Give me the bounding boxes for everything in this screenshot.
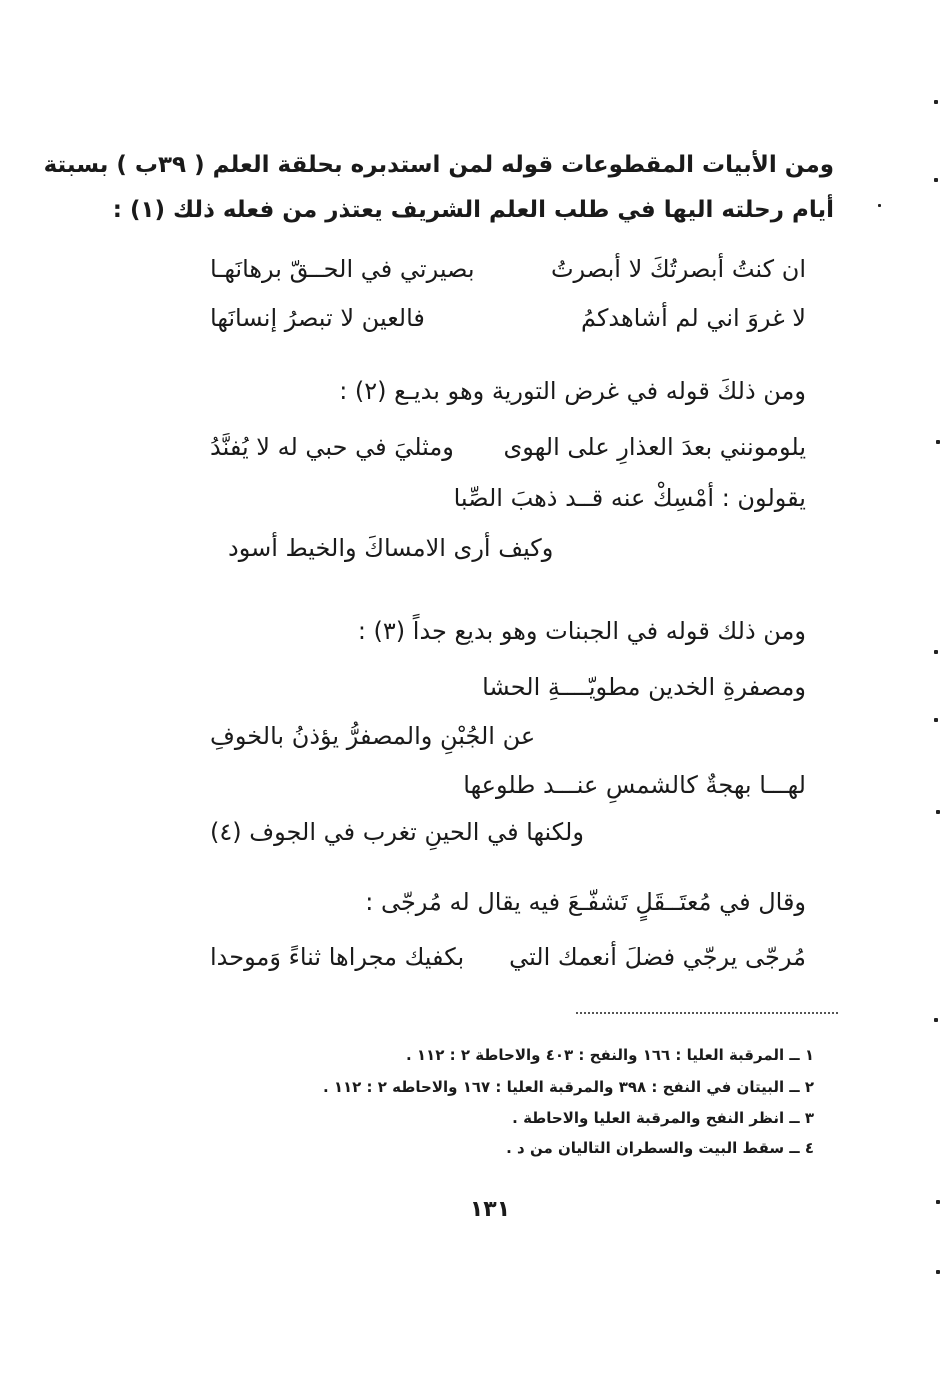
scan-mark: [936, 1200, 940, 1204]
section1-intro-line2: أيام رحلته اليها في طلب العلم الشريف يعتذر من فعله ذلك (١) :: [112, 197, 834, 223]
section4-intro: وقال في مُعتَــقَلٍ تَشفّـعَ فيه يقال له مُرجّى :: [365, 888, 806, 916]
scan-mark: [934, 100, 938, 104]
section2-verse2-second-hemistich: وكيف أرى الامساكَ والخيط أسود: [228, 534, 554, 562]
scan-mark: [934, 718, 938, 722]
section1-verse2-first-hemistich: لا غروَ اني لم أشاهدكمُ: [581, 304, 806, 332]
section2-verse1-second-hemistich: ومثليَ في حبي له لا يُفنَّدُ: [210, 433, 454, 461]
footnote-1: ١ ــ المرقبة العليا : ١٦٦ والنفح : ٤٠٣ والاحاطة ٢ : ١١٢ .: [405, 1046, 814, 1064]
page-number: ١٣١: [469, 1197, 511, 1222]
scan-mark: [934, 178, 938, 182]
scan-mark: [878, 204, 881, 207]
scan-mark: [934, 650, 938, 654]
section4-verse1-second-hemistich: بكفيك مجراها ثناءً وَموحدا: [210, 943, 465, 971]
section3-verse1-second-hemistich: عن الجُبْنِ والمصفرُّ يؤذنُ بالخوفِ: [210, 722, 536, 750]
scan-mark: [936, 810, 940, 814]
section1-verse1-first-hemistich: ان كنتُ أبصرتُكَ لا أبصرتُ: [550, 255, 806, 283]
footnote-3: ٣ ــ انظر النفح والمرقبة العليا والاحاطة .: [512, 1109, 814, 1127]
scan-mark: [936, 1270, 940, 1274]
footnote-separator: [576, 1012, 838, 1014]
section2-verse1-first-hemistich: يلومونني بعدَ العذارِ على الهوى: [503, 433, 806, 461]
section4-verse1-first-hemistich: مُرجّى يرجّي فضلَ أنعمك التي: [509, 943, 806, 971]
footnote-4: ٤ ــ سقط البيت والسطران التاليان من د .: [506, 1139, 814, 1157]
section3-verse2-first-hemistich: لهـــا بهجةٌ كالشمسِ عنـــد طلوعها: [463, 771, 806, 799]
section1-intro-line1: ومن الأبيات المقطوعات قوله لمن استدبره بحلقة العلم ( ٣٩ب ) بسبتة: [43, 152, 834, 178]
footnote-2: ٢ ــ البيتان في النفح : ٣٩٨ والمرقبة العليا : ١٦٧ والاحاطه ٢ : ١١٢ .: [322, 1078, 814, 1096]
section2-intro: ومن ذلكَ قوله في غرض التورية وهو بديـع (٢) :: [339, 377, 806, 405]
scan-mark: [934, 1018, 938, 1022]
section3-verse1-first-hemistich: ومصفرةِ الخدين مطويّــــةِ الحشا: [482, 673, 806, 701]
section3-verse2-second-hemistich: ولكنها في الحينِ تغرب في الجوف (٤): [210, 818, 584, 846]
section3-intro: ومن ذلك قوله في الجبنات وهو بديع جداً (٣) :: [357, 617, 806, 645]
section1-verse2-second-hemistich: فالعين لا تبصرُ إنسانَها: [210, 304, 425, 332]
section2-verse2-first-hemistich: يقولون : أمْسِكْ عنه قــد ذهبَ الصِّبا: [453, 484, 806, 512]
section1-verse1-second-hemistich: بصيرتي في الحــقّ برهانَهـا: [210, 255, 475, 283]
scan-mark: [936, 440, 940, 444]
